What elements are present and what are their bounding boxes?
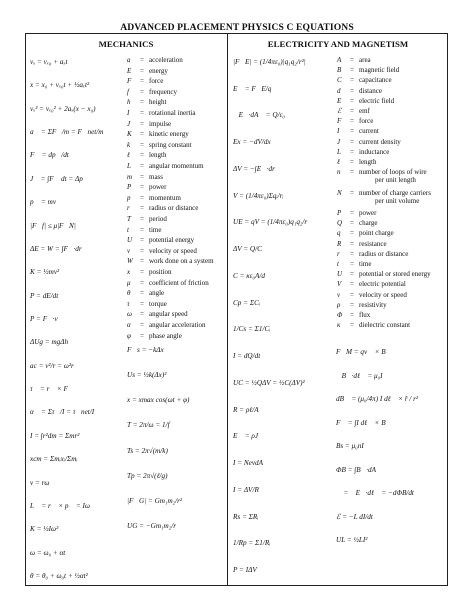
equals-sign: = xyxy=(140,289,144,298)
legend-item xyxy=(127,183,167,191)
equals-sign: = xyxy=(140,98,144,107)
em-equation: Bs = μ₀nI xyxy=(336,442,364,450)
legend-symbol: F xyxy=(337,117,342,126)
equals-sign: = xyxy=(350,280,354,289)
legend-symbol: v xyxy=(337,290,341,299)
equals-sign: = xyxy=(350,158,354,166)
equals-sign: = xyxy=(350,300,354,309)
equals-sign: = xyxy=(140,299,144,308)
legend-definition: number of loops of wire xyxy=(359,168,427,177)
legend-definition: current density xyxy=(359,137,401,146)
legend-symbol: B xyxy=(337,66,342,75)
legend-definition-continued: per unit length xyxy=(375,176,416,185)
legend-item xyxy=(127,162,204,170)
column-divider xyxy=(227,33,228,586)
equals-sign: = xyxy=(350,209,354,217)
equals-sign: = xyxy=(350,270,354,279)
em-equation: I = NevdA xyxy=(233,459,263,468)
legend-definition: length xyxy=(359,158,377,166)
legend-symbol: p xyxy=(127,193,131,202)
legend-symbol: F xyxy=(127,77,132,86)
em-equation: UL = ½LI² xyxy=(336,536,368,544)
legend-symbol: V xyxy=(337,280,342,289)
equals-sign: = xyxy=(140,66,144,75)
mechanics-equation: vₓ = vₓ₀ + aₓt xyxy=(30,58,68,66)
legend-symbol: t xyxy=(337,260,339,268)
legend-item xyxy=(337,321,410,329)
legend-symbol: f xyxy=(127,87,129,96)
mechanics-equation: T = 2π/ω = 1/f xyxy=(127,421,170,430)
legend-symbol: m xyxy=(127,172,133,181)
legend-item xyxy=(337,229,394,237)
legend-definition: potential or stored energy xyxy=(359,270,431,279)
legend-definition: distance xyxy=(359,86,382,95)
legend-symbol: K xyxy=(127,130,132,139)
legend-symbol: ℓ xyxy=(127,151,130,160)
legend-definition: velocity or speed xyxy=(149,246,197,255)
mechanics-equation: P = F⃗·v⃗ xyxy=(30,315,64,323)
legend-item xyxy=(127,247,197,255)
legend-definition: height xyxy=(149,98,167,107)
equals-sign: = xyxy=(140,236,144,245)
em-equation: dB⃗ = (μ₀/4π) I dℓ⃗ × r̂ / r² xyxy=(336,395,419,403)
legend-symbol: κ xyxy=(337,321,341,330)
legend-item xyxy=(337,107,370,115)
legend-definition: power xyxy=(359,209,377,217)
equals-sign: = xyxy=(140,130,144,139)
legend-item xyxy=(337,189,431,205)
equals-sign: = xyxy=(140,87,144,96)
legend-item xyxy=(127,173,163,181)
legend-definition: spring constant xyxy=(149,140,192,149)
legend-symbol: Q xyxy=(337,219,343,228)
legend-item xyxy=(127,56,183,64)
mechanics-equation: ΔE = W = ∫F⃗·dr⃗ xyxy=(30,244,88,253)
legend-symbol: I xyxy=(127,109,130,117)
legend-definition: radius or distance xyxy=(359,249,409,258)
legend-item xyxy=(337,76,392,84)
legend-definition: period xyxy=(149,215,167,223)
equals-sign: = xyxy=(350,229,354,238)
em-equation: |F⃗E| = (1/4πε₀)|q₁q₂/r²| xyxy=(233,58,306,66)
em-equation: UE = qV = (1/4πε₀)q₁q₂/r xyxy=(233,218,308,227)
equals-sign: = xyxy=(350,117,354,126)
equals-sign: = xyxy=(140,172,144,181)
mechanics-equation: p⃗ = mv⃗ xyxy=(30,198,62,207)
mechanics-equation: |F⃗f| ≤ μ|F⃗N| xyxy=(30,221,76,230)
equals-sign: = xyxy=(350,66,354,75)
mechanics-equation: P = dE/dt xyxy=(30,291,59,300)
equals-sign: = xyxy=(350,127,354,136)
equals-sign: = xyxy=(140,109,144,117)
em-equation: F⃗ = ∫I dℓ⃗ × B⃗ xyxy=(336,418,392,427)
legend-symbol: x xyxy=(127,268,131,276)
equals-sign: = xyxy=(140,151,144,160)
mechanics-equation: vₓ² = vₓ₀² + 2aₓ(x − x₀) xyxy=(30,104,96,113)
mechanics-equation: θ = θ₀ + ω₀t + ½αt² xyxy=(30,572,88,580)
legend-item xyxy=(127,151,167,159)
mechanics-equation: K = ½Iω² xyxy=(30,525,59,534)
em-equation: ℰ = −L dI/dt xyxy=(336,512,373,521)
legend-definition: torque xyxy=(149,299,167,308)
mechanics-equation: ΔUg = mgΔh xyxy=(30,338,69,347)
em-equation: ΦB = ∫B⃗·dA⃗ xyxy=(336,465,382,474)
equals-sign: = xyxy=(350,107,354,115)
em-equation: I = dQ/dt xyxy=(233,352,261,361)
em-equation: P = IΔV xyxy=(233,566,257,574)
equals-sign: = xyxy=(140,268,144,276)
legend-symbol: ℓ xyxy=(337,158,340,166)
equals-sign: = xyxy=(140,140,144,149)
legend-symbol: J xyxy=(337,137,341,146)
em-equation: UC = ½QΔV = ½C(ΔV)² xyxy=(233,378,305,387)
equals-sign: = xyxy=(350,137,354,146)
em-equation: ∮E⃗·dA⃗ = Q/ε₀ xyxy=(233,111,285,120)
equals-sign: = xyxy=(140,193,144,202)
legend-symbol: r xyxy=(337,249,340,258)
legend-definition: force xyxy=(149,77,164,86)
legend-definition: rotational inertia xyxy=(149,109,196,117)
legend-item xyxy=(337,250,408,258)
legend-definition: angular speed xyxy=(149,310,188,319)
legend-definition: dielectric constant xyxy=(359,321,411,330)
legend-definition: current xyxy=(359,127,379,136)
legend-item xyxy=(127,109,195,117)
legend-item xyxy=(337,66,399,74)
legend-item xyxy=(337,127,379,135)
equals-sign: = xyxy=(350,321,354,330)
legend-definition: capacitance xyxy=(359,76,392,85)
equals-sign: = xyxy=(350,260,354,268)
page-title: ADVANCED PLACEMENT PHYSICS C EQUATIONS xyxy=(120,22,354,33)
legend-item xyxy=(127,215,167,223)
legend-definition: length xyxy=(149,151,167,160)
legend-item xyxy=(127,130,189,138)
legend-symbol: L xyxy=(337,147,341,156)
equals-sign: = xyxy=(140,331,144,340)
legend-symbol: P xyxy=(127,183,132,192)
legend-symbol: E xyxy=(337,96,342,105)
legend-symbol: r xyxy=(127,204,130,213)
legend-symbol: N xyxy=(337,188,342,197)
mechanics-equation: α⃗ = Στ⃗/I = τ⃗net/I xyxy=(30,408,95,417)
em-equation: E⃗ = ρJ⃗ xyxy=(233,432,264,441)
legend-item xyxy=(337,209,377,217)
legend-item xyxy=(337,240,387,248)
legend-item xyxy=(337,219,378,227)
legend-item xyxy=(127,98,167,106)
legend-item xyxy=(337,270,431,278)
legend-definition: magnetic field xyxy=(359,66,400,75)
legend-item xyxy=(337,56,371,64)
legend-symbol: ω xyxy=(127,310,132,319)
legend-definition: radius or distance xyxy=(149,204,199,213)
legend-item xyxy=(337,138,401,146)
legend-symbol: t xyxy=(127,225,129,234)
legend-symbol: E xyxy=(127,66,132,75)
em-equation: E⃗ = F⃗E/q xyxy=(233,84,272,93)
legend-item xyxy=(337,311,370,319)
mechanics-equation: |F⃗G| = Gm₁m₂/r² xyxy=(127,496,183,505)
legend-symbol: C xyxy=(337,76,342,85)
legend-symbol: k xyxy=(127,140,131,149)
equals-sign: = xyxy=(140,246,144,255)
legend-symbol: P xyxy=(337,209,342,217)
mechanics-equation: x = x₀ + vₓ₀t + ½aₓt² xyxy=(30,81,90,90)
em-equation: ℰ = ∮E⃗·dℓ⃗ = −dΦB/dt xyxy=(336,489,414,497)
equals-sign: = xyxy=(350,311,354,319)
legend-definition: time xyxy=(149,225,162,234)
legend-symbol: n xyxy=(337,168,341,177)
em-equation: ΔV = −∫E⃗·dr⃗ xyxy=(233,164,281,173)
equals-sign: = xyxy=(140,119,144,128)
legend-item xyxy=(127,141,192,149)
legend-item xyxy=(337,148,389,156)
legend-definition: energy xyxy=(149,66,168,75)
legend-definition: electric potential xyxy=(359,280,406,289)
equals-sign: = xyxy=(350,96,354,105)
legend-definition: angular momentum xyxy=(149,162,204,170)
em-equation: Ex = −dV/dx xyxy=(233,138,271,147)
mechanics-equation: ω = ω₀ + αt xyxy=(30,548,66,557)
legend-item xyxy=(127,226,161,234)
em-equation: F⃗M = qv⃗ × B⃗ xyxy=(336,348,392,356)
legend-definition: charge xyxy=(359,219,378,228)
legend-definition: work done on a system xyxy=(149,257,214,266)
legend-item xyxy=(127,120,171,128)
legend-definition-continued: per unit volume xyxy=(375,196,420,205)
equals-sign: = xyxy=(140,204,144,213)
em-equation: I = ΔV/R xyxy=(233,485,259,494)
em-equation: ∮B⃗·dℓ⃗ = μ₀I xyxy=(336,371,383,380)
legend-item xyxy=(337,280,406,288)
mechanics-equation: xcm = Σmᵢxᵢ/Σmᵢ xyxy=(30,455,78,464)
legend-definition: electric field xyxy=(359,96,395,105)
mechanics-equation: F⃗ = dp⃗/dt xyxy=(30,151,69,160)
legend-definition: momentum xyxy=(149,193,181,202)
legend-definition: number of charge carriers xyxy=(359,188,431,197)
legend-definition: coefficient of friction xyxy=(149,278,209,287)
equals-sign: = xyxy=(350,239,354,248)
legend-item xyxy=(127,194,181,202)
em-equation: ΔV = Q/C xyxy=(233,245,262,254)
legend-item xyxy=(127,88,177,96)
legend-item xyxy=(127,289,164,297)
legend-symbol: φ xyxy=(127,331,131,340)
legend-symbol: T xyxy=(127,215,131,223)
legend-item xyxy=(127,204,198,212)
legend-definition: acceleration xyxy=(149,56,183,64)
legend-symbol: ℰ xyxy=(337,107,342,115)
mechanics-equation: K = ½mv² xyxy=(30,268,60,277)
legend-item xyxy=(337,260,371,268)
legend-item xyxy=(127,67,168,75)
legend-item xyxy=(337,291,407,299)
mechanics-equation: I = ∫r²dm = Σmr² xyxy=(30,431,80,440)
legend-item xyxy=(127,236,194,244)
legend-item xyxy=(127,300,167,308)
legend-definition: emf xyxy=(359,107,370,115)
legend-symbol: h xyxy=(127,98,131,107)
equals-sign: = xyxy=(140,278,144,287)
em-heading: ELECTRICITY AND MAGNETISM xyxy=(267,39,409,49)
legend-symbol: A xyxy=(337,56,342,64)
legend-symbol: U xyxy=(337,270,343,279)
em-equation: 1/Cs = Σ1/Cᵢ xyxy=(233,325,271,334)
mechanics-equation: x = xmax cos(ωt + φ) xyxy=(127,396,190,405)
legend-definition: inductance xyxy=(359,147,390,156)
equals-sign: = xyxy=(140,257,144,266)
legend-symbol: ρ xyxy=(337,300,341,309)
equals-sign: = xyxy=(350,86,354,95)
equals-sign: = xyxy=(350,168,354,177)
equals-sign: = xyxy=(140,225,144,234)
mechanics-equation: Tp = 2π√(ℓ/g) xyxy=(127,471,168,480)
legend-definition: flux xyxy=(359,311,371,319)
legend-item xyxy=(127,77,163,85)
legend-item xyxy=(337,117,373,125)
legend-definition: velocity or speed xyxy=(359,290,407,299)
legend-symbol: U xyxy=(127,236,133,245)
equals-sign: = xyxy=(140,215,144,223)
legend-definition: phase angle xyxy=(149,331,182,340)
legend-definition: time xyxy=(359,260,372,268)
legend-item xyxy=(337,97,394,105)
mechanics-equation: v = rω xyxy=(30,478,50,487)
mechanics-equation: ac = v²/r = ω²r xyxy=(30,361,74,370)
legend-symbol: W xyxy=(127,257,133,266)
em-equation: R = ρℓ/A xyxy=(233,405,259,414)
legend-item xyxy=(127,279,209,287)
equals-sign: = xyxy=(140,310,144,319)
legend-symbol: θ xyxy=(127,289,131,298)
legend-symbol: v xyxy=(127,246,131,255)
legend-definition: mass xyxy=(149,172,163,181)
legend-symbol: L xyxy=(127,162,131,170)
legend-item xyxy=(337,301,387,309)
legend-item xyxy=(127,268,172,276)
legend-definition: force xyxy=(359,117,374,126)
legend-symbol: Φ xyxy=(337,311,343,319)
legend-definition: point charge xyxy=(359,229,394,238)
equals-sign: = xyxy=(350,56,354,64)
mechanics-equation: a⃗ = ΣF⃗/m = F⃗net/m xyxy=(30,128,104,137)
em-equation: Rs = ΣRᵢ xyxy=(233,512,259,521)
equals-sign: = xyxy=(350,249,354,258)
legend-definition: area xyxy=(359,56,371,64)
legend-symbol: q xyxy=(337,229,341,238)
equals-sign: = xyxy=(350,147,354,156)
legend-definition: angle xyxy=(149,289,165,298)
legend-definition: power xyxy=(149,183,167,192)
mechanics-equation: Us = ½k(Δx)² xyxy=(127,371,167,380)
legend-symbol: I xyxy=(337,127,340,136)
equals-sign: = xyxy=(140,183,144,192)
equals-sign: = xyxy=(350,188,354,197)
equals-sign: = xyxy=(350,76,354,85)
legend-symbol: τ xyxy=(127,299,130,308)
legend-definition: resistivity xyxy=(359,300,387,309)
mechanics-equation: L⃗ = r⃗ × p⃗ = Iω⃗ xyxy=(30,501,96,510)
legend-definition: potential energy xyxy=(149,236,195,245)
legend-definition: impulse xyxy=(149,119,172,128)
mechanics-equation: τ⃗ = r⃗ × F⃗ xyxy=(30,385,74,394)
legend-symbol: α xyxy=(127,321,131,329)
legend-item xyxy=(337,158,377,166)
mechanics-equation: UG = −Gm₁m₂/r xyxy=(127,522,177,530)
equals-sign: = xyxy=(140,162,144,170)
legend-item xyxy=(127,257,214,265)
legend-symbol: R xyxy=(337,239,342,248)
mechanics-equation: F⃗s = −kΔx⃗ xyxy=(127,346,170,354)
legend-definition: kinetic energy xyxy=(149,130,189,139)
legend-item xyxy=(337,87,382,95)
legend-symbol: a xyxy=(127,56,131,64)
em-equation: V = (1/4πε₀)Σqᵢ/rᵢ xyxy=(233,191,284,200)
em-equation: Cp = ΣCᵢ xyxy=(233,298,261,307)
legend-item xyxy=(127,321,206,329)
legend-symbol: d xyxy=(337,86,341,95)
equals-sign: = xyxy=(350,290,354,299)
legend-item xyxy=(127,332,182,340)
legend-definition: frequency xyxy=(149,87,177,96)
legend-symbol: J xyxy=(127,119,131,128)
em-equation: 1/Rp = Σ1/Rᵢ xyxy=(233,539,271,548)
mechanics-heading: MECHANICS xyxy=(98,39,154,49)
mechanics-equation: J⃗ = ∫F⃗ dt = Δp⃗ xyxy=(30,174,89,183)
legend-definition: resistance xyxy=(359,239,387,248)
equals-sign: = xyxy=(140,56,144,64)
em-equation: C = κε₀A/d xyxy=(233,271,265,280)
legend-item xyxy=(337,168,427,184)
mechanics-equation: Ts = 2π√(m/k) xyxy=(127,446,168,455)
equals-sign: = xyxy=(350,219,354,228)
legend-item xyxy=(127,310,188,318)
legend-definition: position xyxy=(149,268,172,276)
legend-symbol: μ xyxy=(127,278,131,287)
equals-sign: = xyxy=(140,77,144,86)
equals-sign: = xyxy=(140,321,144,329)
legend-definition: angular acceleration xyxy=(149,321,206,329)
